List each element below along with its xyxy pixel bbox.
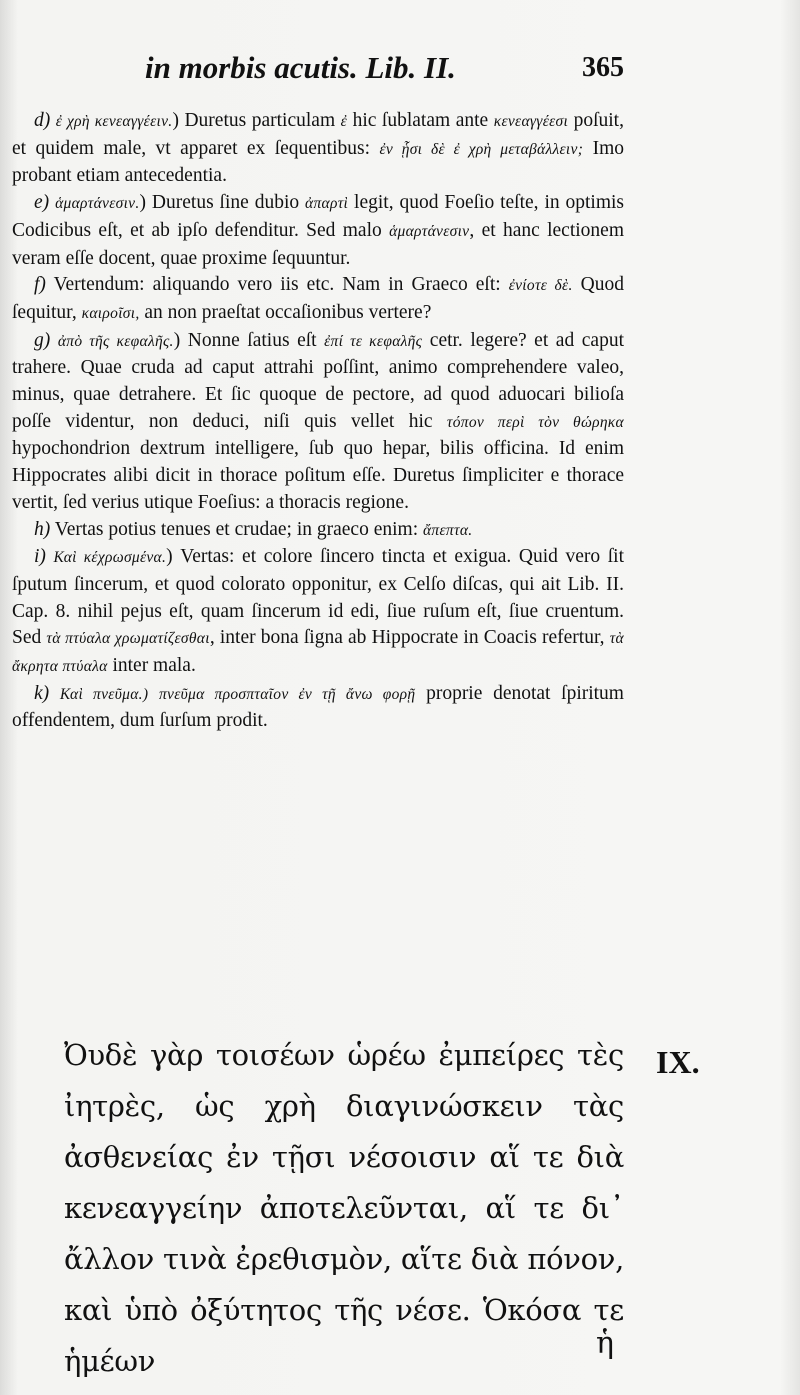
- greek-citation: ἐ: [340, 113, 348, 130]
- footnote: [12, 272, 624, 327]
- footnote-letter: d): [34, 110, 51, 131]
- footnote: [12, 681, 624, 735]
- greek-citation: ἐν ᾗσι δὲ ἐ χρὴ μεταβάλλειν;: [379, 140, 584, 158]
- footnote-text: hypochondrion dextrum intelligere, ſub quo hepar, bilis officina. Id enim Hippocrates alibi dicit in thorace poſitum eſſe. Duretus ſimpliciter e thorace vertit, ſed verius utique Foeſius: a thoracis regione.: [12, 438, 624, 513]
- footnote-letter: f): [34, 274, 46, 296]
- footnote-letter: i): [34, 546, 46, 568]
- greek-citation: πνεῦμα προσπταῖον ἐν τῇ ἄνω φορῇ: [158, 685, 416, 703]
- footnote-text: ) Duretus ſine dubio: [139, 192, 306, 214]
- footnote: [12, 108, 624, 190]
- footnote-text: ) Duretus particulam: [172, 110, 341, 131]
- footnote-text: ) Nonne ſatius eſt: [173, 329, 325, 351]
- footnote: [12, 517, 624, 545]
- footnote-text: , inter bona ſigna ab Hippocrate in Coacis refertur,: [209, 627, 610, 649]
- footnote-text: cetr. legere? et ad caput trahere. Quae cruda ad caput attrahi poſſint, animo comprehendere valeo, minus, quae detrahere. Et ſic quoque de pectore, ad quod aduocari bilioſa poſſe videntur, non deduci, niſi quis vellet hic: [12, 329, 624, 432]
- footnote-text: hic ſublatam ante: [347, 110, 494, 131]
- page-header: [0, 50, 800, 100]
- greek-citation: ἀπὸ τῆς κεφαλῆς.: [57, 332, 174, 350]
- running-title: in morbis acutis. Lib. II.: [145, 50, 456, 85]
- footnote-text: , et hanc lectionem veram eſſe docent, quae proxime ſequuntur.: [12, 219, 624, 269]
- footnote-text: an non praeſtat occaſionibus vertere?: [139, 301, 432, 323]
- footnote-letter: g): [34, 329, 51, 351]
- greek-citation: ἁμαρτάνεσιν: [389, 222, 470, 240]
- footnote-text: Vertendum: aliquando vero iis etc. Nam in Graeco eſt:: [53, 274, 509, 296]
- greek-citation: ἄπεπτα.: [423, 521, 473, 539]
- footnote: [12, 544, 624, 681]
- footnote-text: legit, quod Foeſio teſte, in optimis Codicibus eſt, et ab ipſo defenditur. Sed malo: [12, 192, 625, 241]
- footnote-letter: h): [34, 518, 51, 540]
- greek-citation: τόπον περὶ τὸν θώρηκα: [446, 413, 624, 431]
- footnote-letter: k): [34, 682, 50, 704]
- greek-citation: τὰ ἄκρητα πτύαλα: [12, 630, 624, 676]
- catchword: ἡ: [596, 1326, 614, 1361]
- footnote-letter: e): [34, 192, 50, 214]
- greek-citation: ἐνίοτε δὲ.: [508, 277, 573, 295]
- footnote-text: Quod ſequitur,: [12, 274, 624, 323]
- greek-citation: ἐ χρὴ κενεαγγέειν.: [55, 113, 173, 130]
- main-greek-text: Ὀυδὲ γὰρ τοισέων ὡρέω ἐμπείρες τὲς ἰητρὲς, ὡς χρὴ διαγινώσκειν τὰς ἀσθενείας ἐν τῇσι νέσοισιν αἵ τε διὰ κενεαγγείην ἀποτελεῦνται, αἵ τε δι᾽ ἄλλον τινὰ ἐρεθισμὸν, αἵτε διὰ πόνον, καὶ ὑπὸ ὀξύτητος τῆς νέσε. Ὁκόσα τε ἡμέων: [64, 1038, 624, 1378]
- page-number: 365: [582, 52, 624, 83]
- footnote-text: Imo probant etiam antecedentia.: [12, 137, 624, 187]
- footnote-text: inter mala.: [107, 655, 196, 677]
- greek-citation: ἁμαρτάνεσιν.: [55, 195, 140, 213]
- footnote-text: ) Vertas: et colore ſincero tincta et exigua. Quid vero ſit ſputum ſincerum, et quod colorato opponitur, ex Celſo diſcas, qui ait Lib. II. Cap. 8. nihil pejus eſt, quam ſincerum id edi, ſiue ruſum eſt, ſiue cruentum. Sed: [12, 546, 625, 649]
- greek-citation: Καὶ πνεῦμα.): [59, 685, 149, 703]
- greek-citation: τὰ πτύαλα χρωματίζεσθαι: [46, 630, 210, 648]
- section-number: IX.: [656, 1044, 700, 1080]
- footnote: [12, 328, 624, 517]
- greek-citation: κενεαγγέεσι: [493, 113, 569, 130]
- greek-citation: Καὶ κέχρωσμένα.: [53, 549, 167, 567]
- footnote-text: Vertas potius tenues et crudae; in graeco enim:: [54, 518, 423, 540]
- greek-citation: καιροῖσι,: [81, 304, 140, 322]
- greek-citation: ἐπί τε κεφαλῆς: [324, 332, 423, 350]
- footnotes: [12, 108, 624, 735]
- footnote: [12, 190, 624, 272]
- footnote-text: proprie denotat ſpiritum offendentem, dum ſurſum prodit.: [12, 682, 624, 732]
- footnote-text: [148, 683, 159, 704]
- footnote-text: poſuit, et quidem male, vt apparet ex ſequentibus:: [12, 110, 624, 159]
- greek-citation: ἀπαρτὶ: [305, 195, 349, 213]
